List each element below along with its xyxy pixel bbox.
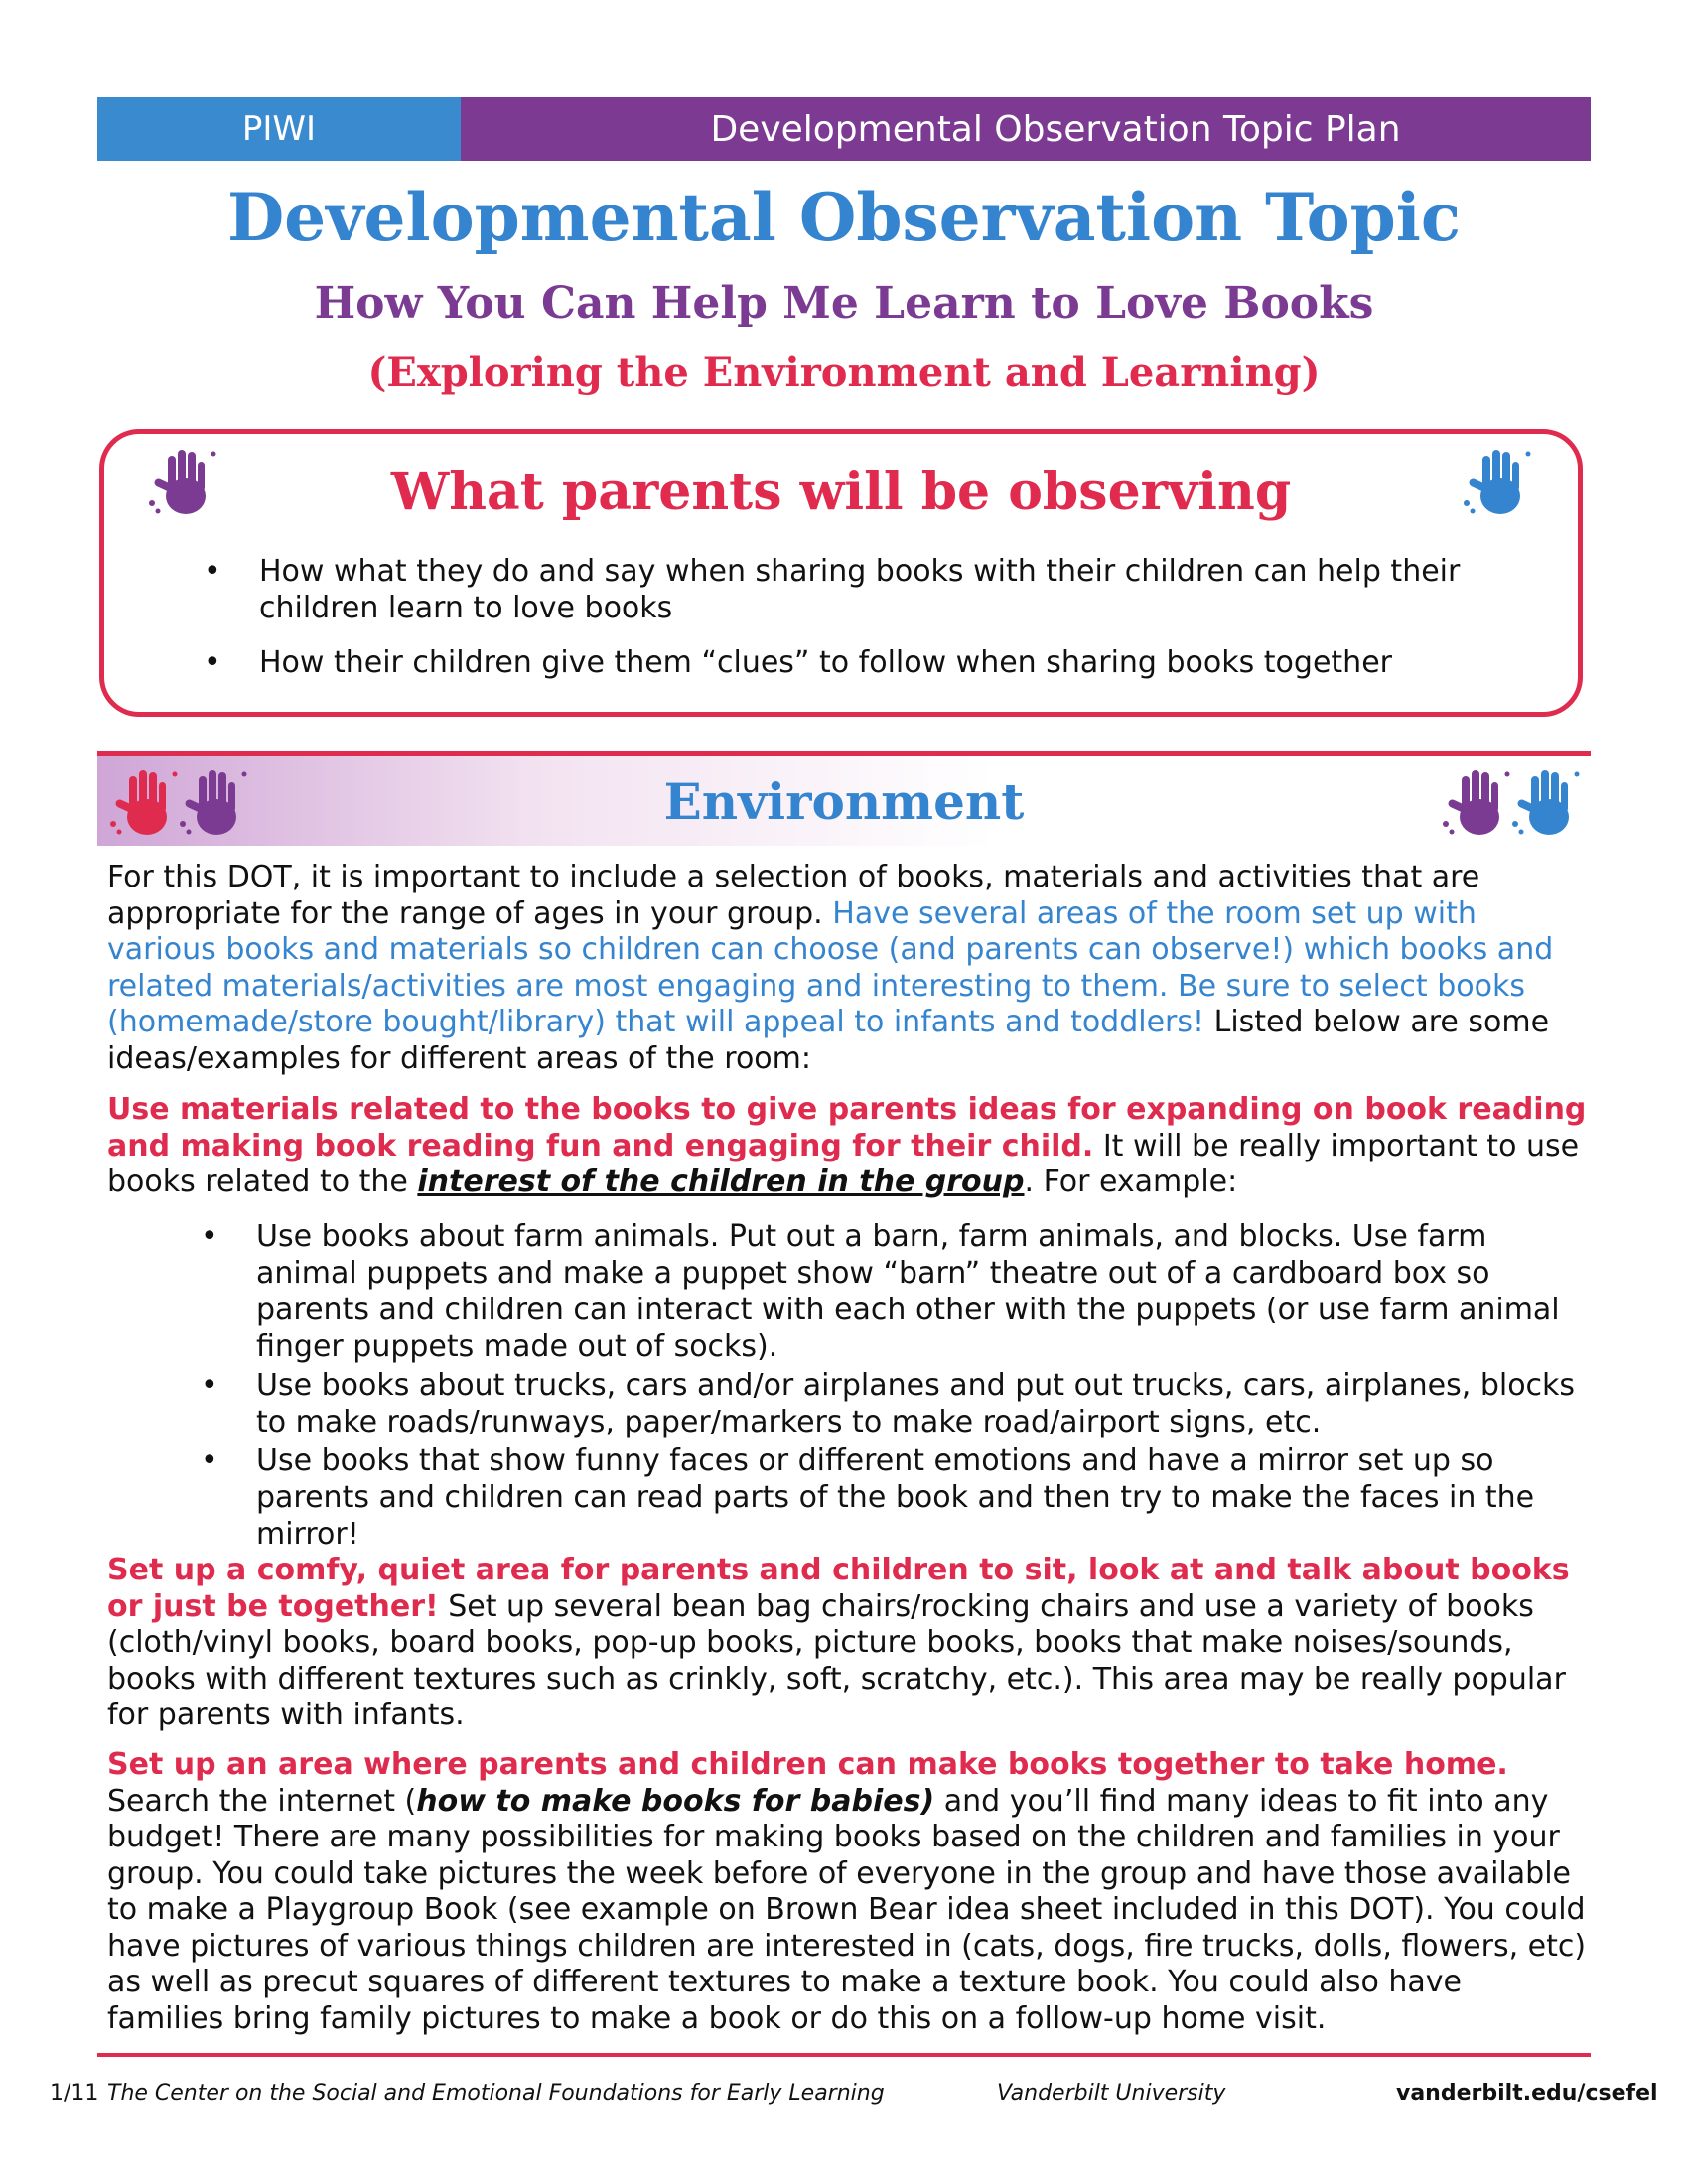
footer-url[interactable]: vanderbilt.edu/csefel <box>1396 2081 1658 2106</box>
header-program-label: PIWI <box>97 97 461 161</box>
materials-paragraph <box>107 1092 1587 1201</box>
examples-list <box>205 1218 1585 1555</box>
list-item: • How their children give them “clues” to follow when sharing books together <box>204 644 1544 681</box>
emphasis-text: how to make books for babies) <box>416 1783 935 1819</box>
text-span: For this DOT, it is important to include a selection of books, materials and activities that are appropriate for the range of ages in your group. <box>107 860 1480 931</box>
text-span: . For example: <box>1024 1164 1238 1199</box>
list-item: • How what they do and say when sharing books with their children can help their children learn to love books <box>204 553 1544 626</box>
observing-title: What parents will be observing <box>390 462 1292 522</box>
environment-title: Environment <box>663 772 1025 831</box>
text-span: Listed below are some ideas/examples for different areas of the room: <box>107 1005 1550 1076</box>
header-plan-label: Developmental Observation Topic Plan <box>461 97 1591 161</box>
make-books-paragraph <box>107 1747 1587 2037</box>
page-title: Developmental Observation Topic <box>226 179 1462 256</box>
highlight-text: Set up a comfy, quiet area for parents and children to sit, look at and talk about books or just be together! <box>107 1553 1570 1624</box>
text-span: and you’ll find many ideas to fit into any budget! There are many possibilities for making books based on the children and families in your group. You could take pictures the week before of everyone in the group and have those available to make a Playgroup Book (see example on Brown Bear idea sheet included in this DOT). You could have pictures of various things children are interested in (cats, dogs, fire trucks, dolls, flowers, etc) as well as precut squares of different textures to make a texture book. You could also have families bring family pictures to make a book or do this on a follow-up home visit. <box>107 1783 1587 2036</box>
list-item: • Use books that show funny faces or different emotions and have a mirror set up so parents and children can read parts of the book and then try to make the faces in the mirror! <box>205 1442 1585 1553</box>
highlight-text: Set up an area where parents and children can make books together to take home. <box>107 1747 1508 1782</box>
page-subtitle: How You Can Help Me Learn to Love Books <box>314 278 1374 329</box>
highlight-text: Use materials related to the books to give parents ideas for expanding on book reading and making book reading fun and engaging for their child. <box>107 1092 1587 1163</box>
environment-intro-paragraph <box>107 860 1587 1077</box>
emphasis-text: interest of the children in the group <box>417 1164 1025 1199</box>
observing-list <box>204 553 1544 699</box>
highlight-text: Have several areas of the room set up with various books and materials so children can choose (and parents can observe!) which books and related materials/activities are most engaging and interesting to them. Be sure to select books (homemade/store bought/library) that will appeal to infants and toddlers! <box>107 895 1554 1039</box>
footer-center-name: The Center on the Social and Emotional Foundations for Early Learning <box>107 2081 885 2106</box>
list-item: • Use books about trucks, cars and/or airplanes and put out trucks, cars, airplanes, blocks to make roads/runways, paper/markers to make road/airport signs, etc. <box>205 1367 1585 1440</box>
text-span: It will be really important to use books related to the <box>107 1128 1580 1199</box>
observing-box <box>99 429 1583 717</box>
footer-university: Vanderbilt University <box>997 2081 1226 2106</box>
footer-divider <box>97 2053 1591 2057</box>
header-bar <box>97 97 1591 161</box>
text-span: Search the internet ( <box>107 1783 417 1819</box>
page-subtitle-topic: (Exploring the Environment and Learning) <box>367 349 1321 396</box>
comfy-area-paragraph <box>107 1553 1587 1734</box>
list-item: • Use books about farm animals. Put out a barn, farm animals, and blocks. Use farm animal puppets and make a puppet show “barn” theatre out of a cardboard box so parents and children can interact with each other with the puppets (or use farm animal finger puppets made out of socks). <box>205 1218 1585 1365</box>
text-span: Set up several bean bag chairs/rocking chairs and use a variety of books (cloth/vinyl books, board books, pop-up books, picture books, books that make noises/sounds, books with different textures such as crinkly, soft, scratchy, etc.). This area may be really popular for parents with infants. <box>107 1588 1566 1732</box>
page-number: 1/11 <box>50 2081 99 2106</box>
